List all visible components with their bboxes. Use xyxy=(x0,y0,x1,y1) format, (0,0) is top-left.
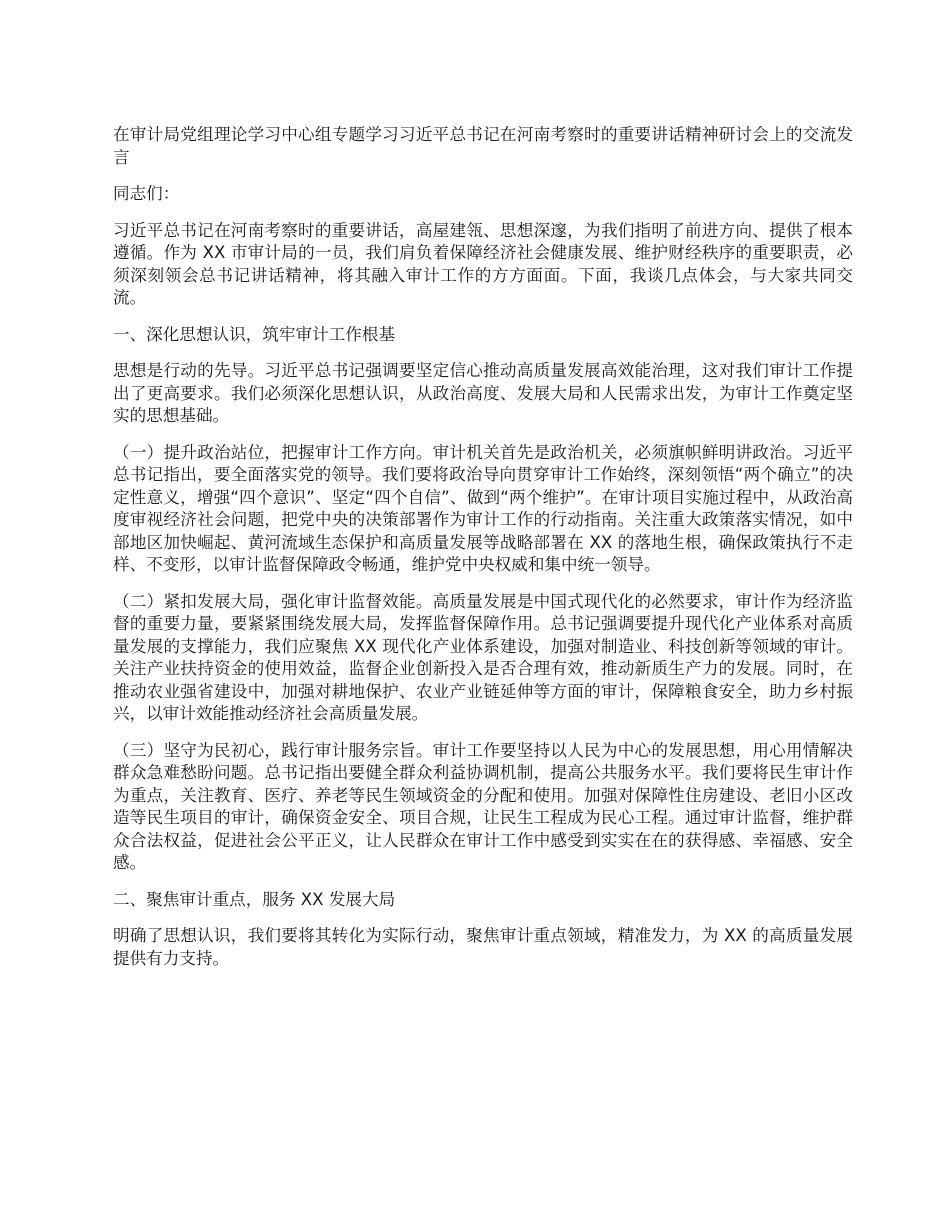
document-body xyxy=(113,124,853,984)
section-heading-1: 一、深化思想认识，筑牢审计工作根基 xyxy=(113,324,396,344)
paragraph-section-1-intro: 思想是行动的先导。习近平总书记强调要坚定信心推动高质量发展高效能治理，这对我们审计工作提出了更高要求。我们必须深化思想认识，从政治高度、发展大局和人民需求出发，为审计工作奠定坚实的思想基础。 xyxy=(113,361,853,425)
paragraph-subsection-2: （二）紧扣发展大局，强化审计监督效能。高质量发展是中国式现代化的必然要求，审计作为经济监督的重要力量，要紧紧围绕发展大局，发挥监督保障作用。总书记强调要提升现代化产业体系对高质量发展的支撑能力，我们应聚焦 XX 现代化产业体系建设，加强对制造业、科技创新等领域的审计。关注产业扶持资金的使用效益，监督企业创新投入是否合理有效，推动新质生产力的发展。同时，在推动农业强省建设中，加强对耕地保护、农业产业链延伸等方面的审计，保障粮食安全，助力乡村振兴，以审计效能推动经济社会高质量发展。 xyxy=(113,591,853,723)
paragraph-section-2-intro: 明确了思想认识，我们要将其转化为实际行动，聚焦审计重点领域，精准发力，为 XX 的高质量发展提供有力支持。 xyxy=(113,926,853,968)
paragraph-subsection-1: （一）提升政治站位，把握审计工作方向。审计机关首先是政治机关，必须旗帜鲜明讲政治。习近平总书记指出，要全面落实党的领导。我们要将政治导向贯穿审计工作始终，深刻领悟“两个确立”的决定性意义，增强“四个意识”、坚定“四个自信”、做到“两个维护”。在审计项目实施过程中，从政治高度审视经济社会问题，把党中央的决策部署作为审计工作的行动指南。关注重大政策落实情况，如中部地区加快崛起、黄河流域生态保护和高质量发展等战略部署在 XX 的落地生根，确保政策执行不走样、不变形，以审计监督保障政令畅通，维护党中央权威和集中统一领导。 xyxy=(113,442,853,574)
salutation: 同志们： xyxy=(113,184,180,203)
document-title: 在审计局党组理论学习中心组专题学习习近平总书记在河南考察时的重要讲话精神研讨会上的交流发言 xyxy=(113,125,853,167)
section-heading-2: 二、聚焦审计重点，服务 XX 发展大局 xyxy=(113,889,396,909)
paragraph-subsection-3: （三）坚守为民初心，践行审计服务宗旨。审计工作要坚持以人民为中心的发展思想，用心用情解决群众急难愁盼问题。总书记指出要健全群众利益协调机制，提高公共服务水平。我们要将民生审计作为重点，关注教育、医疗、养老等民生领域资金的分配和使用。加强对保障性住房建设、老旧小区改造等民生项目的审计，确保资金安全、项目合规，让民生工程成为民心工程。通过审计监督，维护群众合法权益，促进社会公平正义，让人民群众在审计工作中感受到实实在在的获得感、幸福感、安全感。 xyxy=(113,740,853,872)
paragraph-intro: 习近平总书记在河南考察时的重要讲话，高屋建瓴、思想深邃，为我们指明了前进方向、提供了根本遵循。作为 XX 市审计局的一员，我们肩负着保障经济社会健康发展、维护财经秩序的重要职责，必须深刻领会总书记讲话精神，将其融入审计工作的方方面面。下面，我谈几点体会，与大家共同交流。 xyxy=(113,220,853,307)
